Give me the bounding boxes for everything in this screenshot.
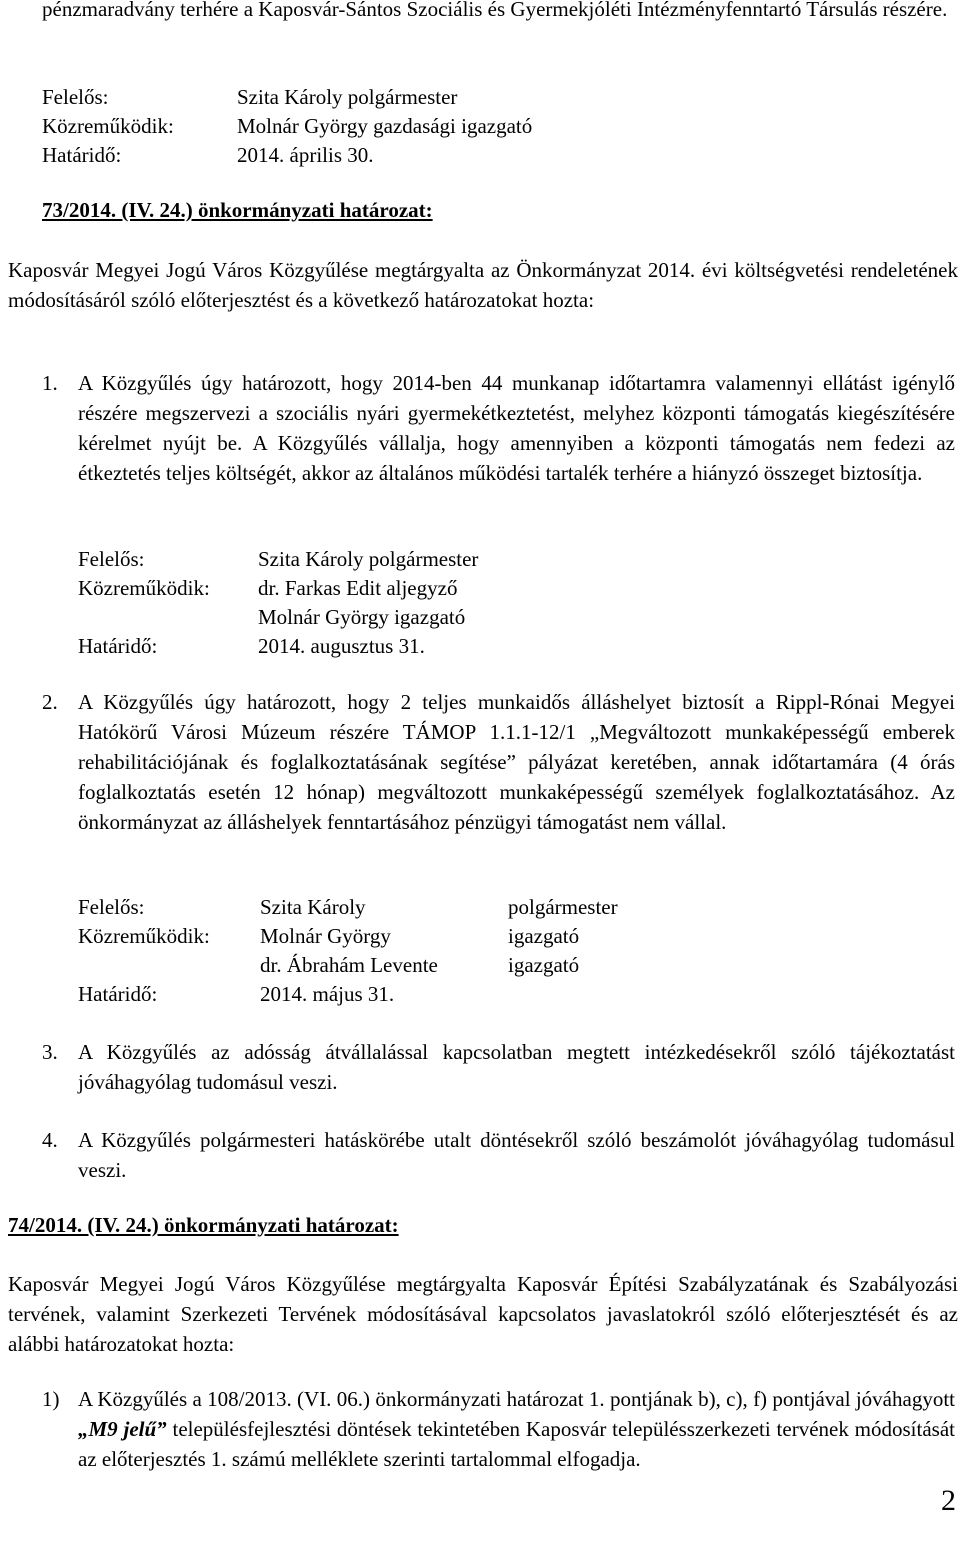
responsibility-role bbox=[508, 980, 618, 1009]
responsibility-name: dr. Ábrahám Levente bbox=[260, 953, 438, 977]
responsibility-label: Közreműködik: bbox=[78, 924, 210, 948]
responsibility-role: igazgató bbox=[508, 953, 580, 977]
item-number: 3. bbox=[42, 1040, 58, 1064]
resolution-74-intro: Kaposvár Megyei Jogú Város Közgyűlése megtárgyalta Kaposvár Építési Szabályzatának és Szabályozási tervének, valamint Szerkezeti Tervének módosításával kapcsolatos javaslatokról szóló előterjesztését és az alábbi határozatokat hozta: bbox=[8, 1272, 958, 1356]
responsibility-name: 2014. augusztus 31. bbox=[258, 634, 425, 658]
responsibility-name: 2014. április 30. bbox=[237, 143, 374, 167]
responsibility-name: Molnár György igazgató bbox=[258, 605, 466, 629]
resolution-73-intro: Kaposvár Megyei Jogú Város Közgyűlése megtárgyalta az Önkormányzat 2014. évi költségvetési rendeletének módosításáról szóló előterjesztést és a következő határozatokat hozta: bbox=[8, 258, 958, 312]
responsibility-row bbox=[78, 922, 618, 951]
responsibility-row bbox=[78, 951, 618, 980]
responsibility-label: Felelős: bbox=[42, 85, 109, 109]
responsibility-row bbox=[78, 893, 618, 922]
responsibility-row bbox=[42, 83, 532, 112]
responsibility-label: Felelős: bbox=[78, 547, 145, 571]
responsibility-row bbox=[78, 980, 618, 1009]
resolution-74-item-1-text bbox=[78, 1384, 955, 1474]
responsibility-role: igazgató bbox=[508, 924, 580, 948]
resolution-73-item-2-text: A Közgyűlés úgy határozott, hogy 2 teljes munkaidős álláshelyet biztosít a Rippl-Rónai Megyei Hatókörű Városi Múzeum részére TÁMOP 1.1.1-12/1 „Megváltozott munkaképességű emberek rehabilitációjának és foglalkoztatásának segítése” pályázat keretében, annak időtartamára (4 órás foglalkoztatás esetén 12 hónap) megváltozott munkaképességű személyek foglalkoztatásához. Az önkormányzat az álláshelyek fenntartásához pénzügyi támogatást nem vállal. bbox=[78, 690, 955, 834]
responsibility-row bbox=[42, 141, 532, 170]
responsibility-name: Molnár György gazdasági igazgató bbox=[237, 114, 533, 138]
responsibility-row bbox=[42, 112, 532, 141]
responsibility-name: Szita Károly polgármester bbox=[237, 85, 458, 109]
responsibility-label: Határidő: bbox=[78, 634, 158, 658]
item-1-responsibility-table bbox=[78, 545, 478, 661]
responsibility-name: 2014. május 31. bbox=[260, 982, 395, 1006]
responsibility-label: Határidő: bbox=[42, 143, 122, 167]
m9-emphasis: „M9 jelű” bbox=[78, 1417, 167, 1441]
resolution-74-heading: 74/2014. (IV. 24.) önkormányzati határozat: bbox=[8, 1213, 399, 1237]
page-number: 2 bbox=[941, 1484, 956, 1517]
responsibility-role: polgármester bbox=[508, 895, 618, 919]
responsibility-row bbox=[78, 545, 478, 574]
responsibility-name: Molnár György bbox=[260, 924, 391, 948]
item-number: 2. bbox=[42, 690, 58, 714]
item-number: 1) bbox=[42, 1387, 60, 1411]
item-number: 4. bbox=[42, 1128, 58, 1152]
item-text-part: településfejlesztési döntések tekintetében Kaposvár településszerkezeti tervének módosítását az előterjesztés 1. számú melléklete szerinti tartalommal elfogadja. bbox=[78, 1417, 955, 1471]
responsibility-name: dr. Farkas Edit aljegyző bbox=[258, 576, 458, 600]
intro-responsibility-table bbox=[42, 83, 532, 170]
responsibility-label: Közreműködik: bbox=[42, 114, 174, 138]
responsibility-label: Határidő: bbox=[78, 982, 158, 1006]
item-text-part: A Közgyűlés a 108/2013. (VI. 06.) önkormányzati határozat 1. pontjának b), c), f) pontjával jóváhagyott bbox=[78, 1387, 955, 1411]
responsibility-name: Szita Károly polgármester bbox=[258, 547, 479, 571]
responsibility-label: Felelős: bbox=[78, 895, 145, 919]
item-2-responsibility-table bbox=[78, 893, 618, 1009]
responsibility-row bbox=[78, 632, 478, 661]
responsibility-row bbox=[78, 603, 478, 632]
responsibility-name: Szita Károly bbox=[260, 895, 366, 919]
resolution-73-heading: 73/2014. (IV. 24.) önkormányzati határozat: bbox=[42, 198, 433, 222]
responsibility-label bbox=[78, 951, 260, 980]
responsibility-label bbox=[78, 603, 258, 632]
resolution-73-item-1-text: A Közgyűlés úgy határozott, hogy 2014-ben 44 munkanap időtartamra valamennyi ellátást igénylő részére megszervezi a szociális nyári gyermekétkeztetést, melyhez központi támogatás kiegészítésére kérelmet nyújt be. A Közgyűlés vállalja, hogy amennyiben a központi támogatás nem fedezi az étkeztetés teljes költségét, akkor az általános működési tartalék terhére a hiányzó összeget biztosítja. bbox=[78, 371, 955, 485]
intro-paragraph: pénzmaradvány terhére a Kaposvár-Sántos Szociális és Gyermekjóléti Intézményfenntartó Társulás részére. bbox=[42, 0, 948, 21]
item-number: 1. bbox=[42, 371, 58, 395]
resolution-73-item-4-text: A Közgyűlés polgármesteri hatáskörébe utalt döntésekről szóló beszámolót jóváhagyólag tudomásul veszi. bbox=[78, 1128, 955, 1182]
responsibility-label: Közreműködik: bbox=[78, 576, 210, 600]
responsibility-row bbox=[78, 574, 478, 603]
resolution-73-item-3-text: A Közgyűlés az adósság átvállalással kapcsolatban megtett intézkedésekről szóló tájékoztatást jóváhagyólag tudomásul veszi. bbox=[78, 1040, 955, 1094]
